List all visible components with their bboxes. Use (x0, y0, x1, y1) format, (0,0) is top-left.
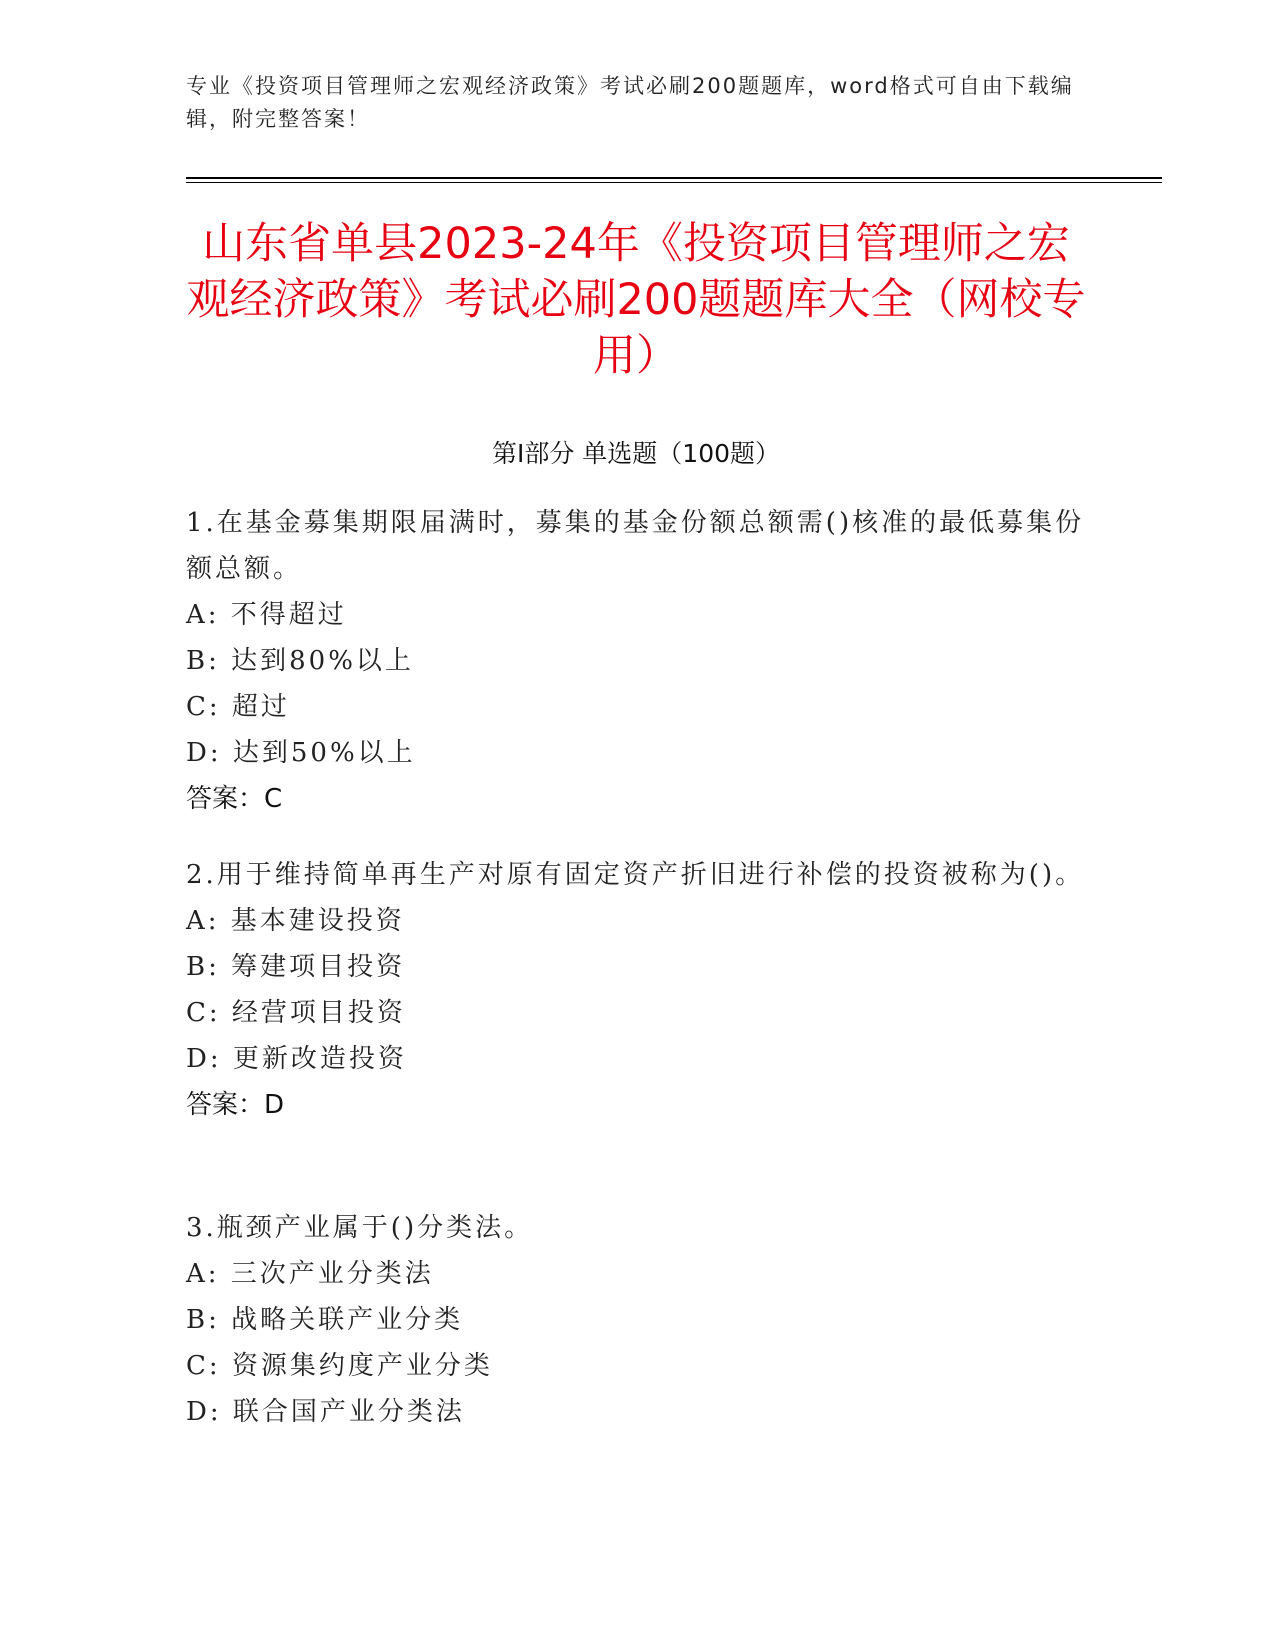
option-a: A: 三次产业分类法 (186, 1259, 434, 1289)
option-a: A: 基本建设投资 (186, 906, 405, 936)
answer: 答案：D (186, 1090, 285, 1120)
header-rule-thick (186, 177, 1162, 179)
option-d: D: 更新改造投资 (186, 1044, 407, 1074)
question-stem: 3.瓶颈产业属于()分类法。 (186, 1213, 534, 1243)
option-b: B: 达到80%以上 (186, 646, 414, 676)
header-note: 专业《投资项目管理师之宏观经济政策》考试必刷200题题库，word格式可自由下载编辑，附完整答案！ (186, 74, 1074, 131)
option-d: D: 达到50%以上 (186, 738, 416, 768)
header-rule-thin (186, 182, 1162, 183)
option-a: A: 不得超过 (186, 600, 347, 630)
option-c: C: 超过 (186, 692, 290, 722)
option-b: B: 筹建项目投资 (186, 952, 406, 982)
option-d: D: 联合国产业分类法 (186, 1397, 465, 1427)
question-3 (186, 1205, 1086, 1435)
option-b: B: 战略关联产业分类 (186, 1305, 464, 1335)
question-1 (186, 500, 1086, 822)
document-title: 山东省单县2023-24年《投资项目管理师之宏观经济政策》考试必刷200题题库大全（网校专用） (186, 219, 1086, 381)
question-stem: 1.在基金募集期限届满时，募集的基金份额总额需()核准的最低募集份额总额。 (186, 508, 1085, 584)
question-stem: 2.用于维持简单再生产对原有固定资产折旧进行补偿的投资被称为()。 (186, 860, 1085, 890)
section-heading: 第I部分 单选题（100题） (491, 439, 781, 468)
option-c: C: 经营项目投资 (186, 998, 406, 1028)
answer: 答案：C (186, 784, 283, 814)
option-c: C: 资源集约度产业分类 (186, 1351, 493, 1381)
question-2 (186, 852, 1086, 1128)
